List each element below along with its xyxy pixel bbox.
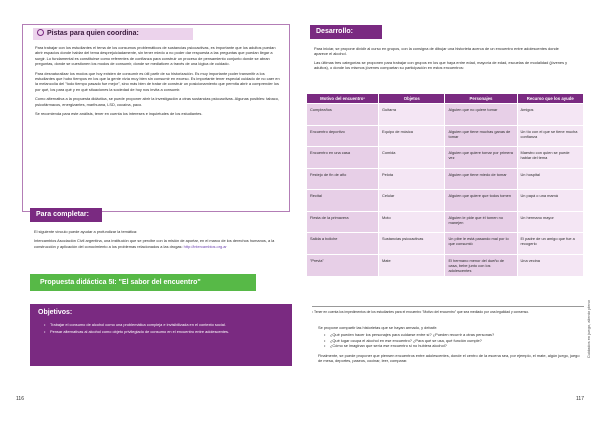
table-cell: Comida	[379, 147, 445, 169]
objetivos-box	[30, 304, 292, 366]
table-cell: Alguien que tiene muchas ganas de tomar	[445, 125, 517, 147]
table-cell: Maestro con quien se puede hablar del tema	[517, 147, 584, 169]
table-cell: Alguien le pide que él tomen no manejen	[445, 211, 517, 233]
footnote: ¹ Tener en cuenta los impedimentos de los estudiantes para el encuentro "Motivo del encuentro" que sea mediado por una legalidad y consenso.	[312, 306, 584, 315]
completar-p2-text: Intercambios Asociación Civil argentina, una institución que se percibe con la misión de aportar, en el marco de los derechos humanos, a la construcción y aplicación del conocimiento a los problemas relacionados a las drogas:	[34, 238, 275, 249]
table-cell: Un hermano mayor	[517, 211, 584, 233]
table-cell: Equipo de música	[379, 125, 445, 147]
side-running-title: Cuidados en juego, aliento pleno	[586, 300, 591, 359]
desarrollo-title: Desarrollo:	[310, 25, 382, 39]
table-cell: Alguien que quiere que todos tomen	[445, 190, 517, 212]
table-cell: Recital	[307, 190, 379, 212]
table-header-row	[307, 94, 584, 104]
table-cell: Un papá o una mamá	[517, 190, 584, 212]
desarrollo-p2: Las últimas tres categorías se proponen para trabajar con grupos en los que haya entre edad, mayoría de edad, escuelas de modalidad (jóvenes y adultos), o donde los mismos jóvenes compartan su participación en estos encuentros:	[314, 59, 568, 71]
table-cell: Un pibe le está pasando mal por lo que consumió	[445, 233, 517, 255]
pregunta-item: • ¿Qué pueden hacer los personajes para cuidarse entre sí? ¿Pueden recurrir a otras personas?	[324, 332, 582, 337]
pistas-title: Pistas para quien coordina:	[47, 30, 139, 37]
completar-title: Para completar:	[30, 208, 102, 222]
table-header: Objetos	[379, 94, 445, 104]
intercambios-link[interactable]: http://intercambios.org.ar	[183, 243, 227, 249]
completar-p1: El siguiente vínculo puede ayudar a profundizar la temática:	[34, 229, 138, 234]
desarrollo-p1: Para iniciar, se propone dividir al curso en grupos, con la consigna de dibujar una historieta acerca de un encuentro entre adolescentes donde aparece el alcohol.	[314, 46, 559, 57]
objetivos-title: Objetivos:	[38, 309, 73, 316]
table-cell: Amigos	[517, 104, 584, 126]
table-cell: Sustancias psicoactivas	[379, 233, 445, 255]
pistas-paragraph: Para desnaturalizar los modos que hoy existen de consumir es útil partir de su historización. Es muy importante poder transmitir a los estudiantes que hubo tiempos en los que la gente vivía muy bien sin consumir en exceso. Es importante tener especial cuidado de no caer en la melancolía del "todo tiempo pasado fue mejor", sino más bien de tratar de construir un posicionamiento que permita abrir a comprender los por qué, los para qué y en qué situaciones la sociedad de hoy nos invita a consumir.	[35, 70, 280, 92]
table-cell: Salida a boliche	[307, 233, 379, 255]
table-cell: Un tío con el que se tiene mucha confianza	[517, 125, 584, 147]
desarrollo-body	[314, 46, 568, 71]
table-cell: Pelota	[379, 168, 445, 190]
table-cell: Guitarra	[379, 104, 445, 126]
objetivo-item: • Trabajar el consumo de alcohol como una problemática compleja e invisibilizada en el contexto social.	[44, 322, 284, 327]
table-cell: Fiesta de la primavera	[307, 211, 379, 233]
table-cell: Festejo de fin de año	[307, 168, 379, 190]
table-header: Personajes	[445, 94, 517, 104]
pistas-paragraph: Se recomienda para este análisis, tener en cuenta los intereses e inquietudes de los estudiantes.	[35, 111, 203, 117]
propuesta-title: Propuesta didáctica 5I: "El sabor del encuentro"	[30, 274, 256, 291]
table-header: Motivo del encuentro¹	[307, 94, 379, 104]
completar-body	[34, 229, 286, 253]
table-row	[307, 104, 584, 126]
preguntas-closing: Finalmente, se puede proponer que piensen encuentros entre adolescentes, donde el centro de la escena sea, por ejemplo, el mate, algún juego, juego de mesa, deportes, paseos, cocinar, leer, comparar.	[318, 352, 580, 364]
lightbulb-icon	[37, 29, 44, 36]
table-header: Recurso que los ayude	[517, 94, 584, 104]
preguntas-list	[324, 332, 582, 348]
completar-p2	[34, 238, 286, 249]
page-number-left: 116	[16, 396, 24, 402]
preguntas-section	[318, 325, 582, 363]
table-row	[307, 125, 584, 147]
table-cell: Una vecina	[517, 254, 584, 276]
table-cell: Encuentro en una casa	[307, 147, 379, 169]
table-cell: Encuentro deportivo	[307, 125, 379, 147]
table-cell: Moto	[379, 211, 445, 233]
pregunta-item: • ¿Qué lugar ocupa el alcohol en ese encuentro? ¿Para qué se usa, qué función cumple?	[324, 338, 582, 343]
table-row	[307, 168, 584, 190]
table-cell: Alguien que no quiere tomar	[445, 104, 517, 126]
objetivos-list	[44, 322, 284, 335]
table-cell: Mate	[379, 254, 445, 276]
table-row	[307, 190, 584, 212]
table-cell: "Previa"	[307, 254, 379, 276]
pregunta-item: • ¿Cómo se imaginan que sería ese encuentro si no hubiera alcohol?	[324, 343, 582, 348]
encuentro-table	[306, 93, 584, 277]
objetivo-item: • Pensar alternativas al alcohol como objeto privilegiado de consumo en el encuentro entre adolescentes.	[44, 329, 284, 334]
table-row	[307, 233, 584, 255]
table-row	[307, 211, 584, 233]
pistas-header	[33, 28, 193, 40]
table-cell: El hermano menor del dueño de casa, bebe junto con los adolescentes	[445, 254, 517, 276]
preguntas-intro: Se propone compartir las historietas que se hayan armado, y debatir:	[318, 325, 438, 330]
table-cell: Cumpleaños	[307, 104, 379, 126]
pistas-paragraph: Como alternativa a la propuesta didáctica, se puede proponer abrir la investigación a otras sustancias psicoactivas. Algunas posibles: tabaco, psicofármacos, energizantes, marihuana, LSD, cocaína, paco.	[35, 96, 279, 107]
page-number-right: 117	[576, 396, 584, 402]
table-cell: Alguien que quiere tomar por primera vez	[445, 147, 517, 169]
table-row	[307, 147, 584, 169]
table-cell: El padre de un amigo que fue a recogerlo	[517, 233, 584, 255]
pistas-body	[35, 45, 283, 120]
table-row	[307, 254, 584, 276]
pistas-box	[22, 24, 290, 212]
table-cell: Celular	[379, 190, 445, 212]
table-cell: Alguien que tiene miedo de tomar	[445, 168, 517, 190]
pistas-paragraph: Para trabajar con los estudiantes el tema de los consumos problemáticos de sustancias psicoactivas, es importante que los adultos puedan abrir espacios donde hablar del tema desprejuiciadamente, sin tener miedo a no poder dar respuesta a las preguntas que puedan llegar a surgir. Lo fundamental es constituirse como referentes de confianza para construir un proceso de pensamiento conjunto donde se abran preguntas, donde se cuestionen los modos de consumir, donde se mediaticen a través de una lógica de cuidado.	[35, 45, 276, 67]
table-cell: Un hospital	[517, 168, 584, 190]
